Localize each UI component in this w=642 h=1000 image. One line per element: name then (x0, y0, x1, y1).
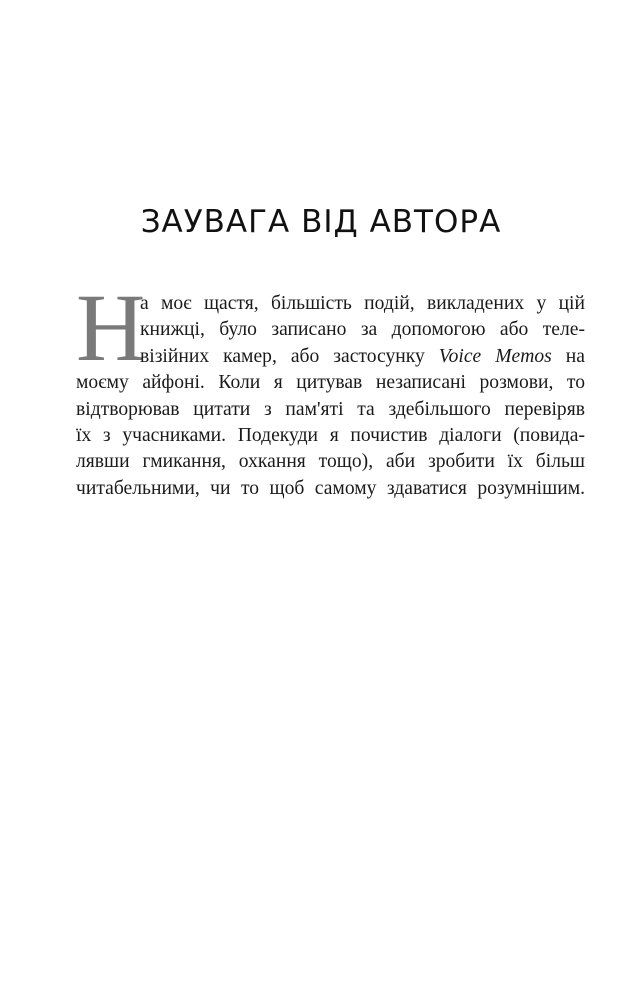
text-line-3 (76, 344, 585, 370)
paragraph (76, 291, 585, 502)
text-line-4: моєму айфоні. Коли я цитував незаписані розмови, то (76, 372, 585, 394)
text-line-1: а моє щастя, більшість подій, викладених у цій (140, 293, 585, 314)
text-line-7: лявши гмикання, охкання тощо), аби зробити їх більш (76, 451, 585, 473)
text-line-6: їх з учасниками. Подекуди я почистив діалоги (повида- (76, 424, 585, 446)
drop-cap: Н (76, 290, 146, 368)
text-line-3-end: на (551, 345, 585, 367)
app-name: Voice Memos (438, 345, 552, 367)
text-line-2: книжці, було записано за допомогою або теле- (140, 319, 585, 341)
chapter-heading: ЗАУВАГА ВІД АВТОРА (140, 204, 502, 240)
text-line-3-start: візійних камер, або застосунку (140, 345, 439, 367)
text-line-8: читабельними, чи то щоб самому здаватися розумнішим. (76, 477, 585, 499)
text-line-5: відтворював цитати з пам'яті та здебільшого перевіряв (76, 398, 585, 420)
